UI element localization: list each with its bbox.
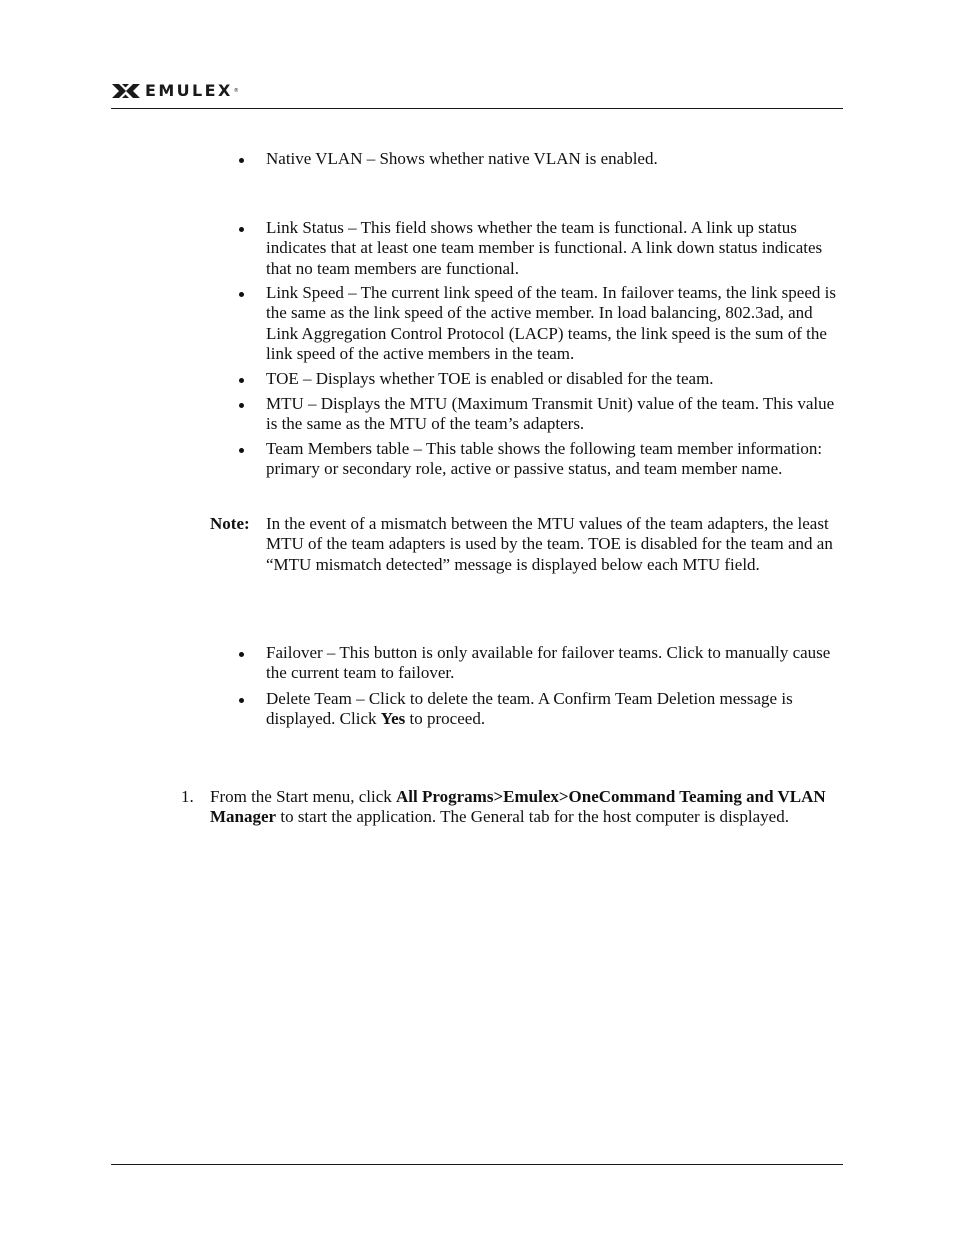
bullet-icon — [239, 448, 244, 453]
bullet-icon — [239, 227, 244, 232]
bullet-icon — [239, 378, 244, 383]
text-run: From the Start menu, click — [210, 787, 397, 806]
list-item-text: Team Members table – This table shows the following team member information: primary or secondary role, active or passive status, and team member name. — [266, 439, 823, 479]
page-header — [111, 79, 843, 109]
emulex-logo-icon — [111, 82, 141, 100]
note-label: Note: — [210, 514, 250, 533]
bullet-icon — [239, 158, 244, 163]
note-text: In the event of a mismatch between the MTU values of the team adapters, the least MTU of the team adapters is used by the team. TOE is disabled for the team and an “MTU mismatch detected” message is displayed below each MTU field. — [266, 514, 833, 574]
list-item-text: MTU – Displays the MTU (Maximum Transmit Unit) value of the team. This value is the same as the MTU of the team’s adapters. — [266, 394, 835, 434]
bold-yes: Yes — [380, 709, 406, 729]
bullet-icon — [239, 698, 244, 703]
bullet-icon — [239, 652, 244, 657]
header-divider — [111, 108, 843, 109]
list-item-text: Failover – This button is only available for failover teams. Click to manually cause the current team to failover. — [266, 643, 831, 683]
list-item-text: Native VLAN – Shows whether native VLAN is enabled. — [266, 149, 658, 168]
logo-trademark: ® — [233, 88, 239, 94]
bullet-icon — [239, 292, 244, 297]
list-item-text: TOE – Displays whether TOE is enabled or disabled for the team. — [266, 369, 714, 388]
emulex-logo — [111, 81, 239, 101]
footer-divider — [111, 1164, 843, 1165]
text-run: to proceed. — [405, 709, 486, 729]
step-text — [210, 787, 835, 828]
text-run: to start the application. The General tab for the host computer is displayed. — [276, 807, 789, 827]
list-item-text: Link Status – This field shows whether the team is functional. A link up status indicates that at least one team member is functional. A link down status indicates that no team members are functional. — [266, 218, 823, 278]
bullet-icon — [239, 403, 244, 408]
step-number: 1. — [181, 787, 194, 806]
text-run: Delete Team – Click to delete the team. A Confirm Team Deletion message is displayed. Click — [266, 689, 793, 729]
list-item-text — [266, 689, 841, 730]
logo-wordmark: EMULEX — [145, 81, 233, 100]
menu-path: All Programs>Emulex>OneCommand Teaming and VLAN Manager — [210, 787, 826, 827]
list-item-text: Link Speed – The current link speed of the team. In failover teams, the link speed is the same as the link speed of the active member. In load balancing, 802.3ad, and Link Aggregation Control Protocol (LACP) teams, the link speed is the sum of the link speed of the active members in the team. — [266, 283, 836, 363]
